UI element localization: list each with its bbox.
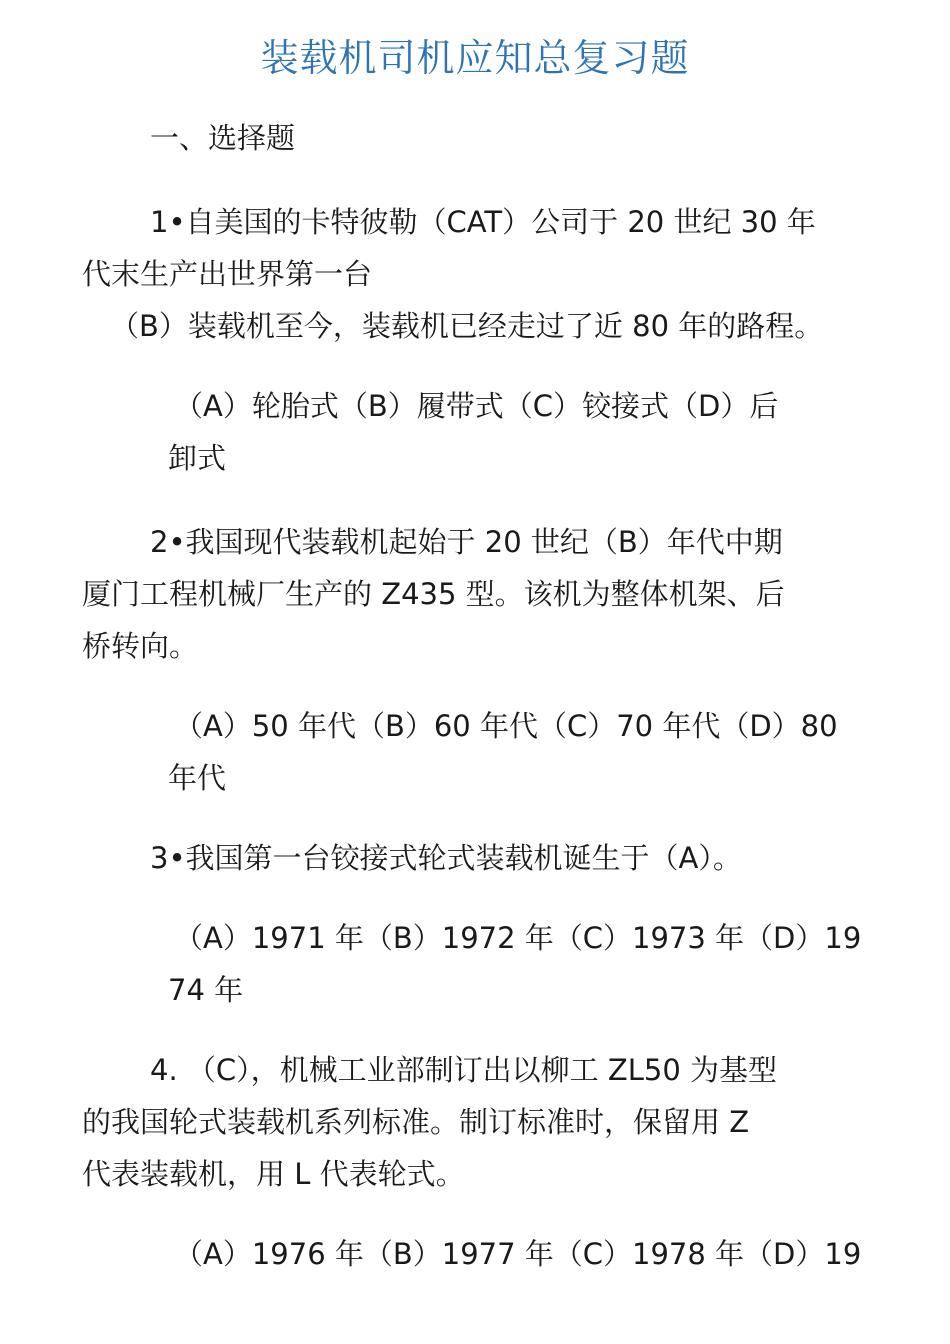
question-line: 的我国轮式装载机系列标准。制订标准时，保留用 Z (82, 1105, 750, 1139)
question-4 (82, 1044, 882, 1200)
option-line: 年代 (168, 761, 227, 795)
option-line: 卸式 (168, 441, 227, 475)
question-line: 桥转向。 (82, 629, 199, 663)
question-4-options (168, 1228, 888, 1280)
question-1 (82, 196, 882, 352)
option-line: （A）1976 年（B）1977 年（C）1978 年（D）19 (174, 1237, 862, 1271)
page-title: 装载机司机应知总复习题 (260, 36, 690, 80)
question-3 (82, 832, 882, 884)
option-line: （A）1971 年（B）1972 年（C）1973 年（D）19 (174, 921, 862, 955)
question-line: 3•我国第一台铰接式轮式装载机诞生于（A）。 (150, 841, 742, 875)
question-2 (82, 516, 882, 672)
question-line: 代表装载机，用 L 代表轮式。 (82, 1157, 465, 1191)
question-line: 厦门工程机械厂生产的 Z435 型。该机为整体机架、后 (82, 577, 785, 611)
question-line: （B）装载机至今，装载机已经走过了近 80 年的路程。 (110, 309, 824, 343)
question-3-options (168, 912, 888, 1016)
question-2-options (168, 700, 888, 804)
section-heading: 一、选择题 (150, 121, 296, 155)
question-line: 1•自美国的卡特彼勒（CAT）公司于 20 世纪 30 年 (150, 205, 816, 239)
option-line: （A）50 年代（B）60 年代（C）70 年代（D）80 (174, 709, 838, 743)
option-line: 74 年 (168, 973, 244, 1007)
option-line: （A）轮胎式（B）履带式（C）铰接式（D）后 (174, 389, 779, 423)
question-line: 4. （C），机械工业部制订出以柳工 ZL50 为基型 (150, 1053, 777, 1087)
question-1-options (168, 380, 888, 484)
question-line: 代末生产出世界第一台 (82, 257, 373, 291)
question-line: 2•我国现代装载机起始于 20 世纪（B）年代中期 (150, 525, 783, 559)
